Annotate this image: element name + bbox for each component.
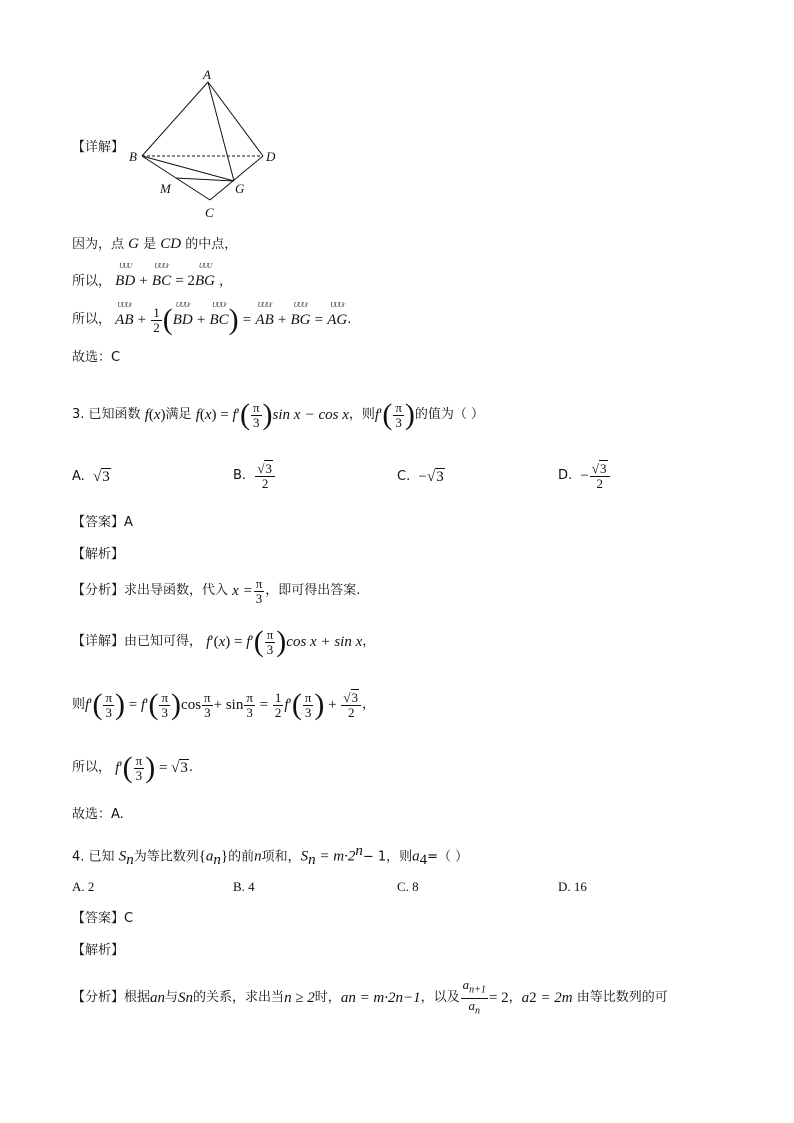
q3-fenxi — [72, 576, 360, 606]
q4-option-c[interactable]: C. 8 — [397, 879, 419, 894]
numerator: 1 — [153, 304, 160, 320]
point-a-label: A — [203, 67, 211, 82]
math-f: f — [195, 407, 200, 423]
math-expression: = m·2 — [319, 848, 356, 865]
math-f: f — [115, 760, 120, 776]
denominator: 3 — [161, 704, 168, 720]
math-f: f — [206, 634, 211, 650]
radicand: 3 — [600, 460, 607, 476]
vector-arrow-glyph: UUU — [198, 262, 212, 270]
denominator: 3 — [255, 590, 263, 606]
math-cos-x: − cos x — [304, 407, 349, 423]
text: − 1，则 — [362, 849, 413, 865]
vector-bc — [151, 262, 172, 290]
vector-name: BG — [194, 273, 215, 289]
vector-ag — [327, 301, 348, 329]
numerator: π — [161, 689, 169, 705]
q2-line-vector-sum — [72, 262, 233, 291]
text: =（ ） — [427, 849, 469, 865]
detail-label-q2: 【详解】 — [72, 140, 125, 155]
math-a: a — [468, 997, 476, 1013]
point-d-label: D — [266, 149, 276, 164]
text: 根据 — [124, 990, 151, 1005]
math-a: a — [340, 990, 349, 1006]
vector-arrow-glyph: UUUr — [154, 262, 169, 270]
text: ， — [362, 697, 376, 712]
math-expression: = m·2 — [359, 990, 396, 1006]
q3-so-line: 所以， f ′ ( $\frac{\pi}{3}$ ) = √3 . — [72, 751, 194, 784]
math-a: a — [205, 848, 214, 865]
fraction-pi-3 — [244, 691, 255, 720]
op: + — [137, 312, 147, 328]
prime: ′ — [250, 634, 254, 650]
vector-bd — [115, 262, 136, 290]
op: = — [158, 760, 168, 776]
vector-bd — [172, 301, 193, 329]
math-a: a — [412, 848, 420, 865]
denominator: 3 — [204, 704, 211, 720]
math-sin-x: sin x — [272, 407, 301, 423]
prime: ′ — [210, 634, 214, 650]
fraction-sqrt3-2: $\frac{√3}{2}$ — [341, 691, 361, 720]
paren-open: ( — [162, 303, 173, 336]
math-f: f — [232, 407, 237, 423]
vector-arrow-glyph: UUUr — [212, 301, 227, 309]
denominator: 3 — [246, 704, 253, 720]
math-x-eq: x = — [232, 583, 253, 599]
denominator: 2 — [274, 704, 282, 720]
fraction-pi-3 — [159, 691, 170, 720]
math-f: f — [141, 697, 146, 713]
math-f: f — [284, 697, 289, 713]
math-x: x — [218, 634, 226, 650]
radicand: 3 — [180, 760, 188, 776]
point-b-label: B — [129, 149, 137, 164]
q4-stem: 4. 已知 $S_n$为等比数列$\{a_n\}$的前n项和，$S_n = m\cdot 2^n- 1$，则$a_4=$（ ） — [72, 843, 469, 868]
text: ，即可得出答案. — [265, 583, 361, 598]
denominator: 3 — [304, 704, 312, 720]
text: 的前 — [228, 849, 255, 865]
numerator: π — [105, 689, 113, 705]
text: ， — [219, 274, 233, 289]
sqrt-3: √3 — [426, 469, 444, 485]
op: = — [242, 312, 252, 328]
radicand: 3 — [265, 460, 272, 476]
minus: − — [418, 469, 427, 485]
subscript-n: n — [126, 851, 134, 868]
denominator: 2 — [347, 704, 355, 720]
numerator: π — [266, 626, 274, 642]
math-g: G — [128, 236, 139, 252]
numerator: π — [255, 575, 263, 591]
text: 满足 — [165, 407, 192, 422]
text: ，则 — [348, 407, 375, 422]
subscript-n: n — [475, 1005, 481, 1017]
math-a: a — [462, 976, 470, 992]
section-label: 【分析】 — [72, 583, 125, 598]
subscript: n+1 — [469, 984, 486, 996]
math-f: f — [144, 407, 149, 423]
vector-name: AG — [327, 312, 348, 328]
prime: ′ — [119, 760, 123, 776]
q3-detail: 【详解】 由已知可得， f ′ ( x ) = f ′ ( $\frac{\pi}{3}$ ) cos x + sin x ， — [72, 625, 376, 658]
edge-ab — [142, 82, 208, 156]
denominator: 2 — [153, 319, 160, 335]
text: 4. 已知 — [72, 849, 115, 865]
op: = — [259, 697, 269, 713]
text: 所以， — [72, 312, 112, 327]
minus: − — [580, 468, 589, 484]
prime: ′ — [379, 407, 383, 423]
fraction-pi-3 — [134, 754, 145, 783]
q3-answer: 【答案】A — [72, 515, 133, 530]
text: 由等比数列的可 — [576, 990, 668, 1005]
math-s: S — [300, 848, 309, 865]
q3-option-c[interactable] — [397, 468, 445, 486]
op: + — [139, 273, 148, 289]
option-label: C. — [397, 469, 411, 484]
option-label: D. — [558, 468, 573, 483]
vector-name: BD — [115, 273, 136, 289]
fraction-pi-3 — [303, 691, 314, 720]
denominator: 2 — [596, 475, 603, 491]
fraction-half — [151, 306, 162, 335]
subscript-n: n — [213, 851, 221, 868]
text: . — [347, 312, 352, 327]
subscript-n: n — [348, 990, 356, 1006]
fraction-sqrt3-2: $\frac{√3}{2}$ — [590, 462, 610, 491]
q3-then-line: 则 f ′ ( $\frac{\pi}{3}$ ) = f ′ ( $\frac{\pi}{3}$ ) cos $\frac{\pi}{3}$ + sin $\frac{\pi}{3}$ = $\frac{1}{2}$ f ′ ( $\frac{\pi}{3}$ ) + $\frac{√3}{2}$ ， — [72, 688, 376, 721]
math-f: f — [246, 634, 251, 650]
op: = 2 — [175, 273, 195, 289]
text: 的值为（ ） — [414, 407, 485, 422]
subscript-n: n — [308, 851, 316, 868]
point-c-label: C — [205, 205, 214, 220]
q3-choice: 故选：A. — [72, 807, 124, 822]
q2-line-midpoint — [72, 235, 237, 254]
denominator: 3 — [266, 641, 274, 657]
op: + — [328, 697, 337, 713]
option-label: B. — [233, 468, 247, 483]
numerator: π — [246, 689, 253, 705]
vector-bg — [290, 301, 311, 329]
text: 求出导函数，代入 — [124, 583, 229, 598]
paren-close: ) — [228, 303, 239, 336]
fraction-pi-3 — [254, 577, 265, 606]
sqrt-3: √3 — [171, 760, 188, 776]
text: 所以， — [72, 274, 112, 289]
q2-line-vector-result — [72, 301, 352, 336]
q3-option-a[interactable] — [72, 468, 111, 486]
vector-arrow-glyph: UUU — [119, 262, 132, 270]
q4-fenxi — [72, 978, 668, 1018]
math-a: a — [521, 990, 530, 1006]
numerator: π — [252, 399, 260, 415]
denominator: 3 — [395, 414, 402, 430]
math-expression: = 2m — [540, 990, 573, 1006]
q2-choice: 故选：C — [72, 350, 121, 365]
point-m-label: M — [160, 181, 171, 196]
fraction-sqrt3-2: $\frac{√3}{2}$ — [255, 462, 275, 491]
vector-bg — [194, 262, 215, 290]
subscript-n: n — [185, 990, 194, 1006]
fraction-ratio — [461, 978, 488, 1018]
prime: ′ — [89, 697, 93, 713]
subscript-n: n — [157, 990, 166, 1006]
text: 是 — [143, 237, 157, 252]
math-condition: n ≥ 2 — [284, 990, 315, 1006]
vector-arrow-glyph: UUUr — [257, 301, 272, 309]
prime: ′ — [236, 407, 240, 423]
superscript-n: n — [355, 843, 363, 859]
text: 项和， — [261, 849, 301, 865]
numerator: π — [135, 752, 143, 768]
denominator: 2 — [261, 475, 269, 491]
fraction-pi-3 — [202, 691, 213, 720]
math-x: x — [204, 407, 212, 423]
subscript-2: 2 — [529, 990, 537, 1006]
op: + — [277, 312, 287, 328]
section-label: 【详解】 — [72, 634, 125, 649]
edge-bg — [142, 156, 234, 181]
math-f: f — [374, 407, 380, 423]
q4-option-d[interactable]: D. 16 — [558, 879, 587, 894]
text: 则 — [72, 697, 86, 712]
numerator: 1 — [274, 689, 282, 705]
text: 的关系，求出当 — [193, 990, 285, 1005]
math-s: S — [118, 848, 127, 865]
text: ， — [362, 634, 376, 649]
option-label: A. — [72, 469, 85, 484]
vector-arrow-glyph: UUUr — [293, 301, 308, 309]
subscript-4: 4 — [419, 851, 428, 868]
prime: ′ — [288, 697, 292, 713]
fraction-pi-3 — [265, 628, 276, 657]
text: 由已知可得， — [124, 634, 203, 649]
vector-name: AB — [115, 312, 134, 328]
radicand: 3 — [351, 689, 359, 705]
text: 因为，点 — [72, 237, 125, 252]
math-cos-sin: cos x + sin x — [286, 634, 363, 650]
section-label: 【分析】 — [72, 990, 125, 1005]
numerator: π — [204, 689, 211, 705]
q4-option-a[interactable]: A. 2 — [72, 879, 95, 894]
point-g-label: G — [235, 181, 245, 196]
fraction-pi-3 — [393, 401, 404, 430]
math-cd: CD — [160, 236, 182, 252]
vector-name: BD — [172, 312, 193, 328]
superscript: n−1 — [395, 990, 421, 1006]
text: ， — [508, 990, 522, 1005]
math-cos: cos — [181, 697, 202, 713]
text: 3. 已知函数 — [72, 407, 141, 422]
vector-bc — [209, 301, 229, 329]
numerator: π — [395, 399, 402, 415]
fraction-half — [273, 691, 284, 720]
vector-name: BC — [209, 312, 229, 328]
vector-name: BC — [151, 273, 172, 289]
prime: ′ — [145, 697, 149, 713]
edge-ad — [208, 82, 263, 156]
math-sin: + sin — [213, 697, 244, 713]
text: ，以及 — [420, 990, 460, 1005]
q3-option-d[interactable] — [558, 456, 611, 496]
numerator: π — [304, 689, 312, 705]
fraction-pi-3 — [251, 401, 262, 430]
vector-ab — [115, 301, 134, 329]
math-a: a — [150, 990, 158, 1006]
sqrt-3: √3 — [93, 469, 110, 485]
radicand: 3 — [436, 469, 444, 485]
math-expression: = 2 — [488, 990, 509, 1006]
radicand: 3 — [102, 469, 110, 485]
text: 的中点， — [185, 237, 238, 252]
vector-arrow-glyph: UUUr — [330, 301, 345, 309]
text: . — [188, 760, 194, 775]
op: = — [314, 312, 324, 328]
text: 为等比数列 — [133, 849, 199, 865]
denominator: 3 — [252, 414, 260, 430]
q3-analysis-label: 【解析】 — [72, 547, 125, 562]
math-x: x — [153, 407, 161, 423]
denominator: 3 — [105, 704, 112, 720]
text: 所以， — [72, 760, 112, 775]
q4-option-b[interactable]: B. 4 — [233, 879, 255, 894]
math-s: S — [178, 990, 186, 1006]
vector-name: BG — [290, 312, 311, 328]
q4-answer: 【答案】C — [72, 911, 134, 926]
q3-option-b[interactable] — [233, 456, 276, 496]
text: 时， — [314, 990, 341, 1005]
vector-arrow-glyph: UUUr — [117, 301, 132, 309]
q4-analysis-label: 【解析】 — [72, 943, 125, 958]
fraction-pi-3 — [103, 691, 114, 720]
vector-arrow-glyph: UUUr — [175, 301, 190, 309]
op: = — [128, 697, 138, 713]
vector-ab — [255, 301, 274, 329]
tetrahedron-figure — [120, 62, 290, 222]
math-f: f — [85, 697, 90, 713]
q3-stem: 3. 已知函数 f ( x ) 满足 f ( x ) = f ′ ( $\frac{\pi}{3}$ ) sin x − cos x ，则 f ′ ( $\frac{\pi}{3}$ ) 的值为（ ） — [72, 398, 485, 431]
vector-name: AB — [255, 312, 274, 328]
denominator: 3 — [135, 767, 143, 783]
op: + — [196, 312, 206, 328]
math-n: n — [254, 848, 262, 865]
text: 与 — [165, 990, 179, 1005]
edge-ag — [208, 82, 234, 181]
